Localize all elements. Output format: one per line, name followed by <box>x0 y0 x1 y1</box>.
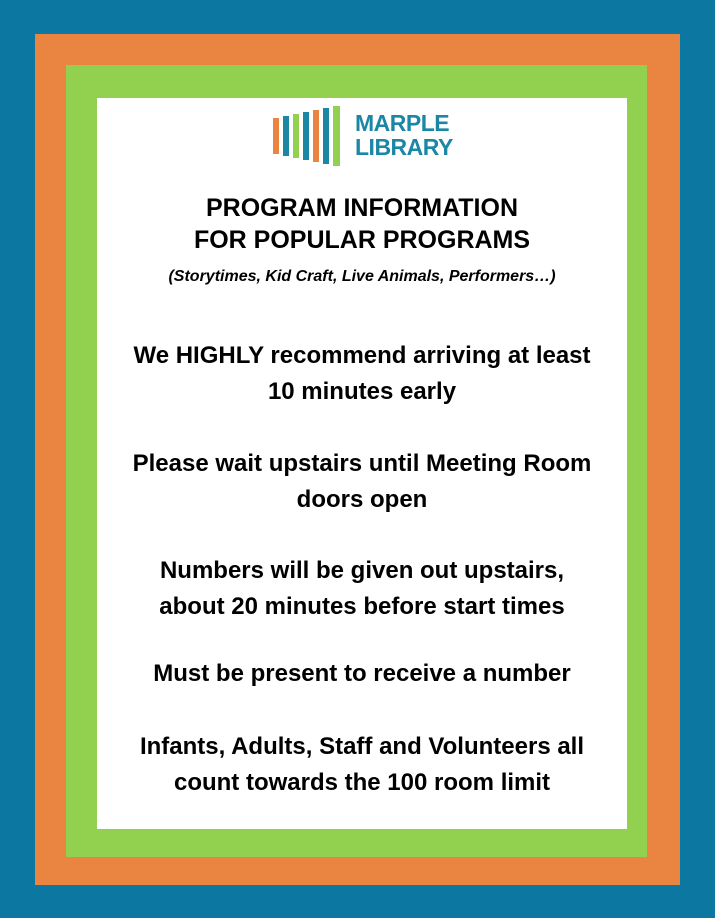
paragraph-line: Numbers will be given out upstairs, <box>159 557 565 584</box>
info-paragraph-room-limit <box>97 729 627 801</box>
info-paragraph-wait-upstairs <box>97 446 627 518</box>
paragraph-line: count towards the 100 room limit <box>173 769 551 796</box>
info-paragraph-numbers <box>97 553 627 625</box>
paragraph-line: 10 minutes early <box>267 378 457 405</box>
info-paragraph-present <box>97 656 627 692</box>
logo-text <box>355 111 453 159</box>
paragraph-line: about 20 minutes before start times <box>159 593 565 620</box>
title-line-2: FOR POPULAR PROGRAMS <box>193 226 531 254</box>
marple-library-logo <box>273 106 453 168</box>
paragraph-line: doors open <box>296 486 428 513</box>
paragraph-line: Please wait upstairs until Meeting Room <box>132 450 592 477</box>
page-title <box>97 192 627 256</box>
paragraph-line: Must be present to receive a number <box>153 660 571 687</box>
logo-line-1: MARPLE <box>355 110 450 136</box>
info-paragraph-arrive-early <box>97 338 627 410</box>
flyer-sheet <box>97 98 627 829</box>
subtitle: (Storytimes, Kid Craft, Live Animals, Performers…) <box>168 268 556 285</box>
logo-line-2: LIBRARY <box>355 134 453 160</box>
title-line-1: PROGRAM INFORMATION <box>205 194 518 222</box>
paragraph-line: Infants, Adults, Staff and Volunteers all <box>139 733 585 760</box>
paragraph-line: We HIGHLY recommend arriving at least <box>133 342 591 369</box>
logo-stripes-icon <box>273 106 353 168</box>
